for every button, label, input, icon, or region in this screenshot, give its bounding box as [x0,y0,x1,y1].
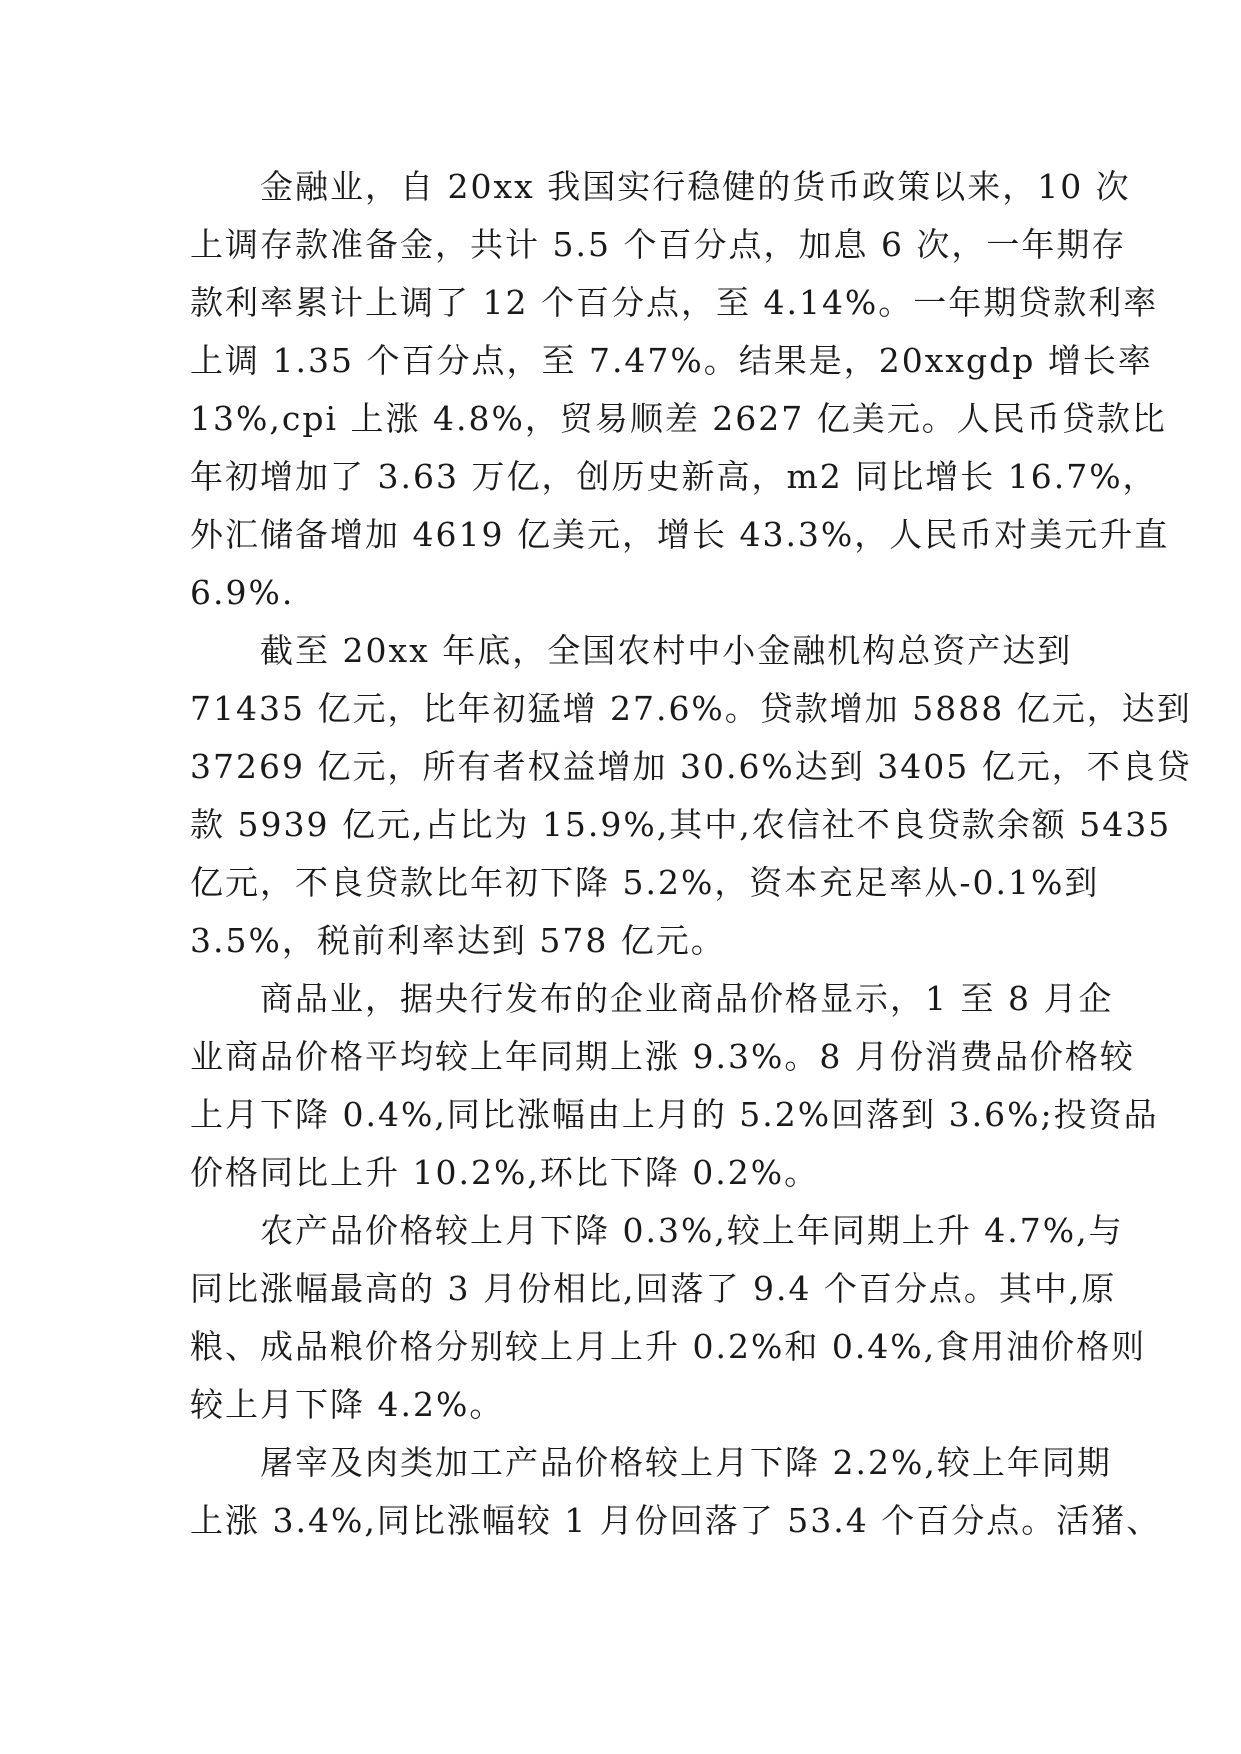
text-line: 款利率累计上调了 12 个百分点，至 4.14%。一年期贷款利率 [190,283,1159,322]
text-line: 款 5939 亿元,占比为 15.9%,其中,农信社不良贷款余额 5435 [190,805,1172,844]
text-line: 上月下降 0.4%,同比涨幅由上月的 5.2%回落到 3.6%;投资品 [190,1095,1159,1134]
text-line: 农产品价格较上月下降 0.3%,较上年同期上升 4.7%,与 [190,1211,1124,1250]
text-line: 上调存款准备金，共计 5.5 个百分点，加息 6 次，一年期存 [190,225,1127,264]
text-line: 外汇储备增加 4619 亿美元，增长 43.3%，人民币对美元升直 [190,515,1170,554]
text-line: 截至 20xx 年底，全国农村中小金融机构总资产达到 [190,631,1073,670]
text-line: 71435 亿元，比年初猛增 27.6%。贷款增加 5888 亿元，达到 [190,689,1192,728]
text-line: 年初增加了 3.63 万亿，创历史新高，m2 同比增长 16.7%， [190,457,1158,496]
text-line: 价格同比上升 10.2%,环比下降 0.2%。 [190,1153,820,1192]
text-line: 业商品价格平均较上年同期上涨 9.3%。8 月份消费品价格较 [190,1037,1135,1076]
text-line: 商品业，据央行发布的企业商品价格显示，1 至 8 月企 [190,979,1114,1018]
text-line: 13%,cpi 上涨 4.8%，贸易顺差 2627 亿美元。人民币贷款比 [190,399,1167,438]
text-line: 粮、成品粮价格分别较上月上升 0.2%和 0.4%,食用油价格则 [190,1327,1147,1366]
text-line: 3.5%，税前利率达到 578 亿元。 [190,921,726,960]
text-line: 较上月下降 4.2%。 [190,1385,505,1424]
text-line: 金融业，自 20xx 我国实行稳健的货币政策以来，10 次 [190,167,1131,206]
text-line: 上涨 3.4%,同比涨幅较 1 月份回落了 53.4 个百分点。活猪、 [190,1501,1162,1540]
text-line: 同比涨幅最高的 3 月份相比,回落了 9.4 个百分点。其中,原 [190,1269,1117,1308]
text-line: 亿元，不良贷款比年初下降 5.2%，资本充足率从-0.1%到 [190,863,1100,902]
text-line: 上调 1.35 个百分点，至 7.47%。结果是，20xxgdp 增长率 [190,341,1153,380]
text-line: 屠宰及肉类加工产品价格较上月下降 2.2%,较上年同期 [190,1443,1112,1482]
text-line: 37269 亿元，所有者权益增加 30.6%达到 3405 亿元，不良贷 [190,747,1192,786]
text-line: 6.9%. [190,573,295,612]
